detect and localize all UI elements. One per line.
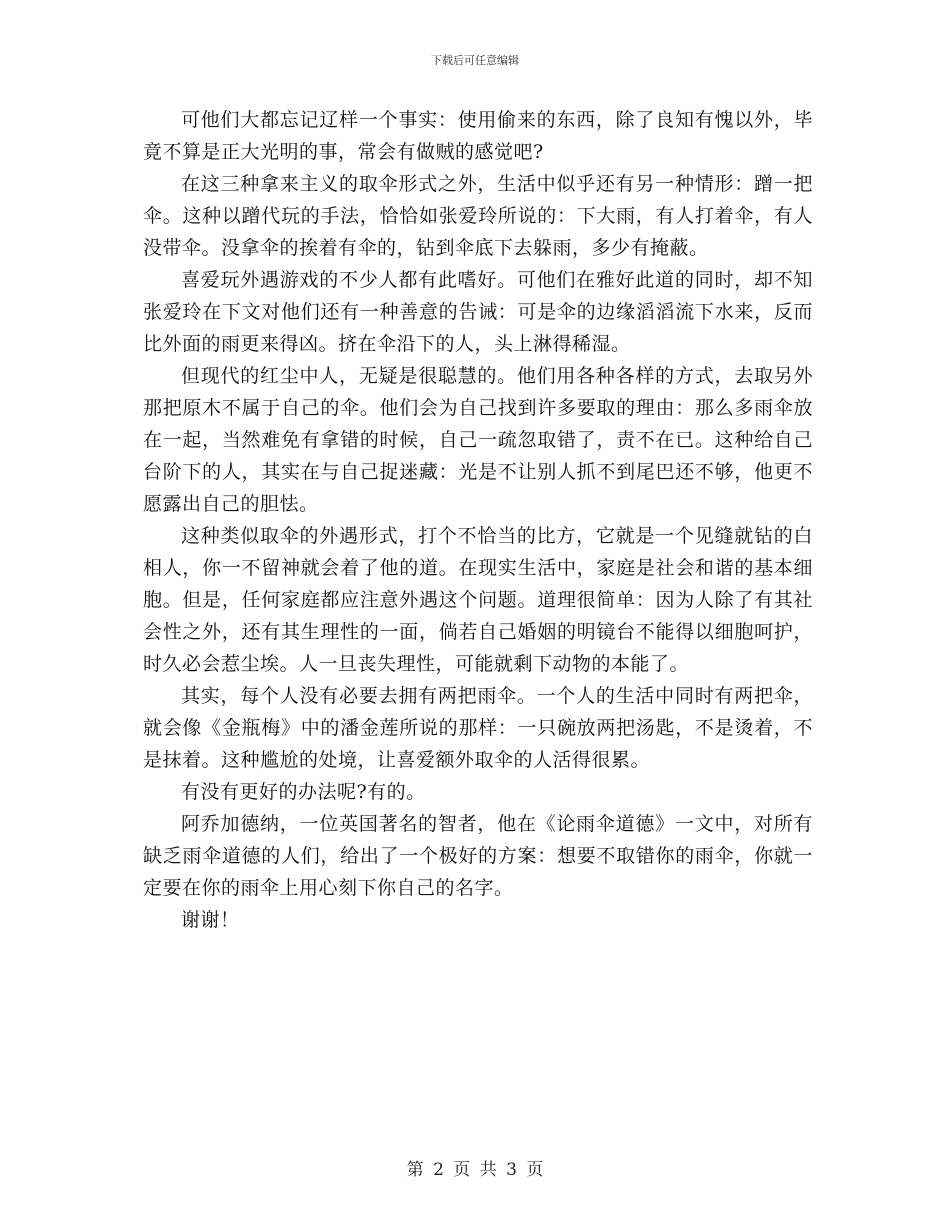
- paragraph: 有没有更好的办法呢?有的。: [181, 781, 426, 803]
- paragraph: 可他们大都忘记辽样一个事实：使用偷来的东西，除了良知有愧以外，毕竟不算是正大光明的事，常会有做贼的感觉吧?: [143, 109, 813, 163]
- paragraph: 这种类似取伞的外遇形式，打个不恰当的比方，它就是一个见缝就钻的白相人，你一不留神就会着了他的道。在现实生活中，家庭是社会和谐的基本细胞。但是，任何家庭都应注意外遇这个问题。道理很简单：因为人除了有其社会性之外，还有其生理性的一面，倘若自己婚姻的明镜台不能得以细胞呵护，时久必会惹尘埃。人一旦丧失理性，可能就剩下动物的本能了。: [143, 525, 813, 675]
- paragraph: 其实，每个人没有必要去拥有两把雨伞。一个人的生活中同时有两把伞，就会像《金瓶梅》中的潘金莲所说的那样：一只碗放两把汤匙，不是烫着，不是抹着。这种尴尬的处境，让喜爱额外取伞的人活得很累。: [143, 685, 813, 771]
- page-footer: 第 2 页 共 3 页: [406, 1160, 544, 1180]
- paragraph: 阿乔加德纳，一位英国著名的智者，他在《论雨伞道德》一文中，对所有缺乏雨伞道德的人们，给出了一个极好的方案：想要不取错你的雨伞，你就一定要在你的雨伞上用心刻下你自己的名字。: [143, 813, 813, 899]
- paragraph: 谢谢！: [181, 909, 240, 931]
- paragraph: 在这三种拿来主义的取伞形式之外，生活中似乎还有另一种情形：蹭一把伞。这种以蹭代玩的手法，恰恰如张爱玲所说的：下大雨，有人打着伞，有人没带伞。没拿伞的挨着有伞的，钻到伞底下去躲雨，多少有掩蔽。: [143, 173, 813, 259]
- paragraph: 但现代的红尘中人，无疑是很聪慧的。他们用各种各样的方式，去取另外那把原木不属于自己的伞。他们会为自己找到许多要取的理由：那么多雨伞放在一起，当然难免有拿错的时候，自己一疏忽取错了，责不在已。这种给自己台阶下的人，其实在与自己捉迷藏：光是不让别人抓不到尾巴还不够，他更不愿露出自己的胆怯。: [143, 365, 813, 515]
- paragraph: 喜爱玩外遇游戏的不少人都有此嗜好。可他们在雅好此道的同时，却不知张爱玲在下文对他们还有一种善意的告诫：可是伞的边缘滔滔流下水来，反而比外面的雨更来得凶。挤在伞沿下的人，头上淋得稀湿。: [143, 269, 813, 355]
- page-header: 下载后可任意编辑: [431, 54, 519, 67]
- document-body: [143, 104, 813, 936]
